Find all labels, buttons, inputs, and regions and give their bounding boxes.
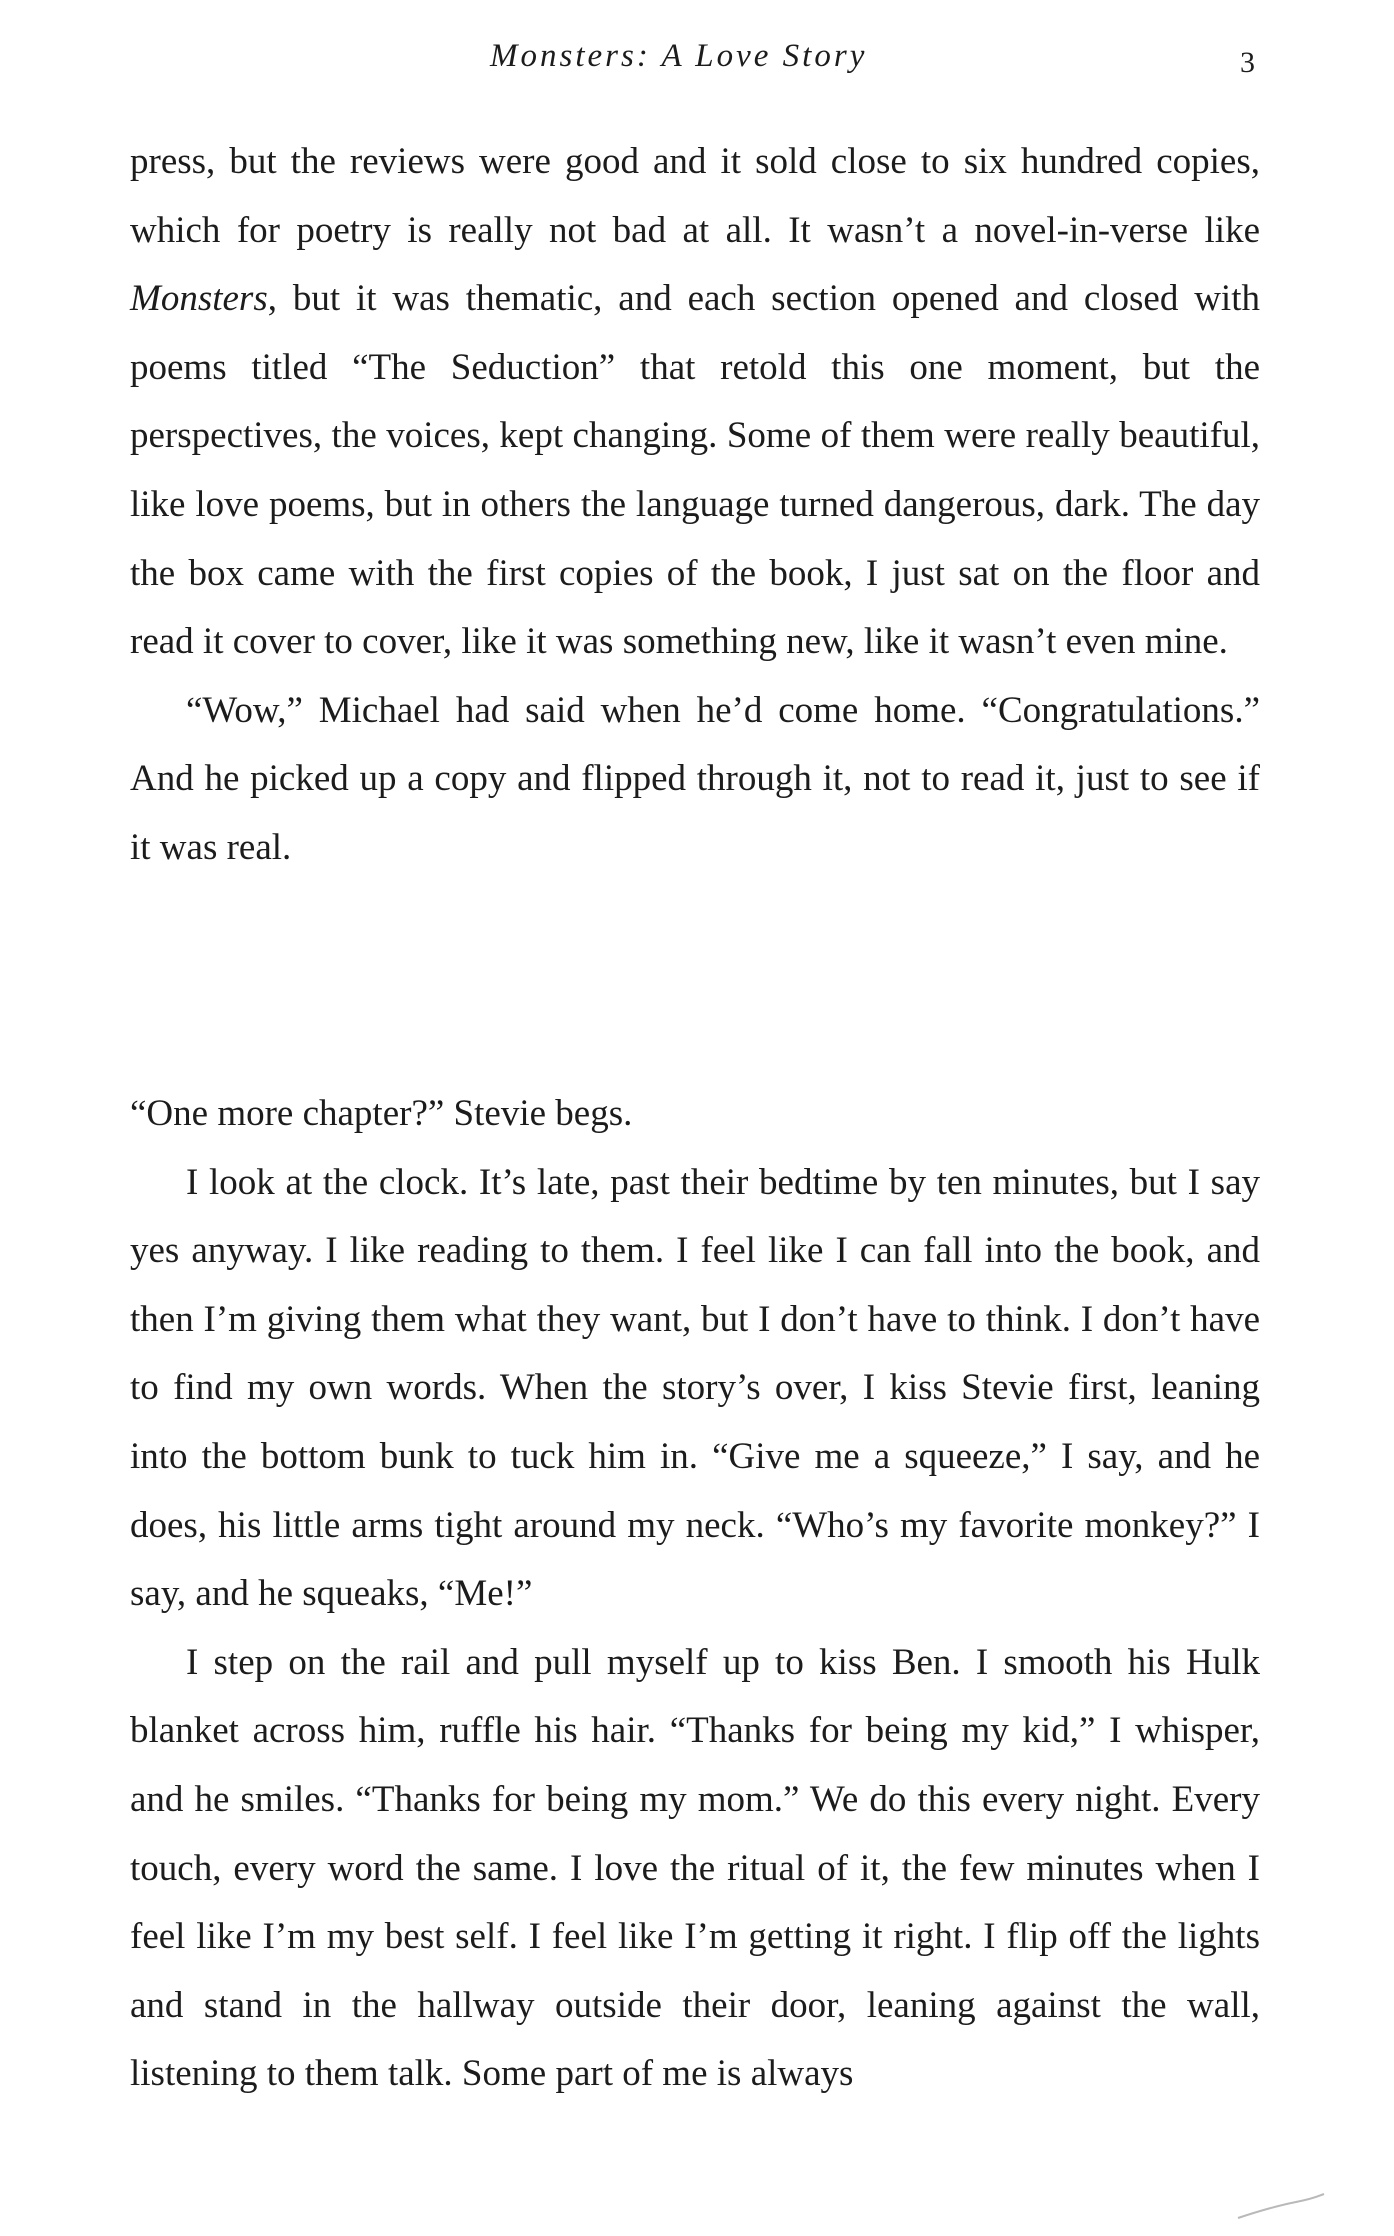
book-title: Monsters: A Love Story — [490, 38, 868, 74]
paragraph: I look at the clock. It’s late, past their bedtime by ten minutes, but I say yes anyway. I like reading to them. I feel like I can fall into the book, and then I’m giving them what they want, but I don’t have to think. I don’t have to find my own words. When the story’s over, I kiss Stevie first, leaning into the bottom bunk to tuck him in. “Give me a squeeze,” I say, and he does, his little arms tight around my neck. “Who’s my favorite monkey?” I say, and he squeaks, “Me!” — [130, 1161, 1260, 1615]
section-one — [130, 128, 1260, 883]
paragraph-text: press, but the reviews were good and it sold close to six hundred copies, which for poetry is really not bad at all. It wasn’t a novel-in-verse like — [130, 141, 1260, 251]
paragraph-first: “One more chapter?” Stevie begs. — [130, 1093, 633, 1134]
running-head — [0, 38, 1394, 82]
paragraph-continued — [130, 128, 1260, 677]
paragraph: I step on the rail and pull myself up to kiss Ben. I smooth his Hulk blanket across him, ruffle his hair. “Thanks for being my kid,” I whisper, and he smiles. “Thanks for being my mom.” We do this every night. Every touch, every word the same. I love the ritual of it, the few minutes when I feel like I’m my best self. I feel like I’m getting it right. I flip off the lights and stand in the hallway outside their door, leaning against the wall, listening to them talk. Some part of me is always — [130, 1641, 1260, 2095]
paragraph-text: , but it was thematic, and each section opened and closed with poems titled “The Seduction” that retold this one moment, but the perspectives, the voices, kept changing. Some of them were really beautiful, like love poems, but in others the language turned dangerous, dark. The day the box came with the first copies of the book, I just sat on the floor and read it cover to cover, like it was something new, like it wasn’t even mine. — [130, 278, 1260, 663]
italic-title: Monsters — [130, 278, 268, 320]
paragraph: “Wow,” Michael had said when he’d come home. “Congratulations.” And he picked up a copy and flipped through it, not to read it, just to see if it was real. — [130, 689, 1260, 868]
page-number: 3 — [1240, 46, 1255, 79]
section-two — [130, 1080, 1260, 2109]
page-corner-mark — [1236, 2192, 1326, 2222]
